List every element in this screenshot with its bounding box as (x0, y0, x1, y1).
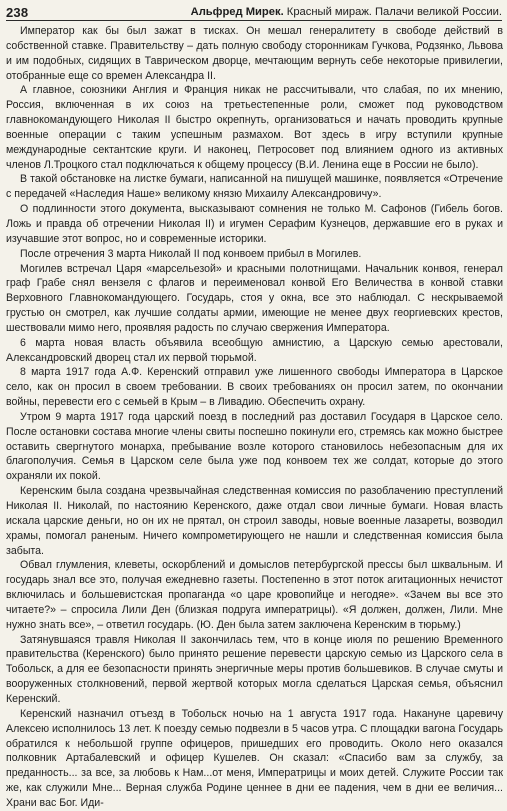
paragraph: Керенский назначил отъезд в Тобольск ночью на 1 августа 1917 года. Накануне царевичу Алексею исполнилось 13 лет. К поезду семью подвезли в 5 часов утра. С площадки вагона Государь обратился к небольшой группе офицеров, пришедших его проводить. Около него оказался полковник Артабалевский и офицер Кушелев. Он сказал: «Спасибо вам за службу, за преданность... за все, за любовь к Нам...от меня, Императрицы и моих детей. Служите России так же, как служили Мне... Верная служба Родине ценнее в дни ее падения, чем в дни ее величия... Храни вас Бог. Иди- (6, 707, 503, 809)
paragraph: После отречения 3 марта Николай II под конвоем прибыл в Могилев. (20, 247, 362, 260)
page-header (6, 3, 502, 21)
paragraph: Обвал глумления, клеветы, оскорблений и домыслов петербургской прессы был шквальным. И государь знал все это, получая ежедневно газеты. Постепенно в этот поток агитационных нечистот включилась и большевистская пропаганда «о царе кровопийце и негодяе». «Зачем вы все это читаете?» – спросила Лили Ден (близкая подруга императрицы). «Я должен, должен, Лили. Мне нужно знать все», – ответил государь. (Ю. Ден была затем заключена Керенским в тюрьму.) (6, 559, 503, 631)
running-title (191, 5, 502, 20)
paragraph: Затянувшаяся травля Николая II закончилась тем, что в конце июля по решению Временного правительства (Керенского) было принято решение перевести царскую семью из Царского села в Тобольск, а для ее безопасности принять энергичные меры против большевиков. В случае смуты и вооруженных столкновений, первой жертвой которых могла сделаться Царская семья, объяснил Керенский. (6, 633, 503, 705)
paragraph: А главное, союзники Англия и Франция никак не рассчитывали, что слабая, по их мнению, Россия, включенная в их союз на третьестепенные роли, сможет под руководством главнокомандующего Николая II быстро окрепнуть, организоваться и начать проводить крупные военные операции с таким успешным размахом. Вот здесь в игру вступили крупные международные сектантские круги. И наконец, Петросовет под влиянием одного из активных членов Л.Троцкого стал подключаться к общему процессу (В.И. Ленина еще в России не было). (6, 84, 503, 171)
paragraph: В такой обстановке на листке бумаги, написанной на пишущей машинке, появляется «Отречение с передачей «Наследия Наше» великому князю Михаилу Александровичу». (6, 173, 503, 201)
paragraph: Император как бы был зажат в тисках. Он мешал генералитету в свободе действий в собственной ставке. Правительству – дать полную свободу сторонникам Гучкова, Родзянко, Львова и им подобных, сидящих в Таврическом дворце, мечтающим вернуть себе некоторые привилегии, отобранные еще со времен Александра II. (6, 25, 503, 82)
paragraph: Утром 9 марта 1917 года царский поезд в последний раз доставил Государя в Царское село. После остановки состава многие члены свиты поспешно покинули его, стремясь как можно быстрее оставить свергнутого монарха, пребывание возле которого становилось небезопасным для их благополучия. Семья в Царском селе была уже под конвоем тех же солдат, которые до этого охраняли их покой. (6, 410, 503, 483)
paragraph: 6 марта новая власть объявила всеобщую амнистию, а Царскую семью арестовали, Александровский дворец стал их первой тюрьмой. (6, 336, 503, 364)
paragraph: Керенским была создана чрезвычайная следственная комиссия по разоблачению преступлений Николая II. Николай, по настоянию Керенского, даже отдал свои личные бумаги. Новая власть искала царские деньги, но он их не прятал, он строил заводы, новые военные лазареты, возводил храмы, помогал раненым. Ничего компрометирующего не нашли и следственная комиссия была забыта. (6, 485, 503, 557)
page-number: 238 (6, 5, 29, 20)
body-text (6, 24, 503, 809)
paragraph: Могилев встречал Царя «марсельезой» и красными полотнищами. Начальник конвоя, генерал граф Грабе снял вензеля с флагов и переименовал конвой Его Величества в конвой ставки Верховного Главнокомандующего. Государь, стоя у окна, все это наблюдал. С нескрываемой грустью он смотрел, как лучшие солдаты армии, имеющие не менее двух георгиевских крестов, шествовали мимо него, проявляя радость по случаю свержения Императора. (6, 262, 503, 334)
paragraph: О подлинности этого документа, высказывают сомнения не только М. Сафонов (Гибель богов. Ложь и правда об отречении Николая II) и игумен Серафим Кузнецов, державшие его в руках и изучавшие этот вопрос, но и современные историки. (6, 203, 503, 245)
paragraph: 8 марта 1917 года А.Ф. Керенский отправил уже лишенного свободы Императора в Царское село, как он просил в своем требовании. В своих требованиях он просил затем, по окончании войны, перевести его с семьей в Крым – в Ливадию. Обеспечить охрану. (6, 366, 503, 409)
author-name: Альфред Мирек. (190, 6, 284, 18)
book-title: Красный мираж. Палачи великой России. (286, 6, 502, 18)
